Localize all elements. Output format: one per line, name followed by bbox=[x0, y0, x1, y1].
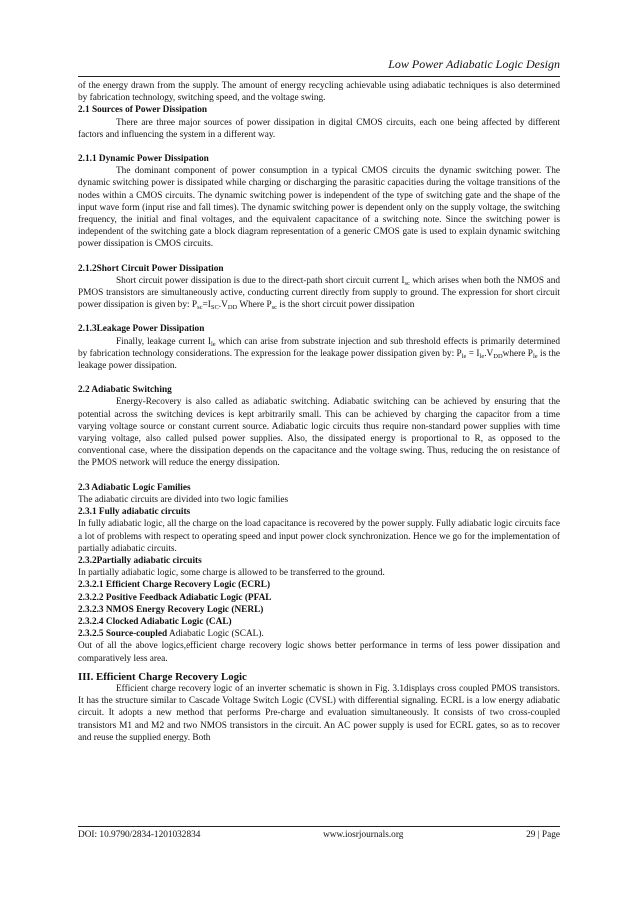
heading-2-3-1: 2.3.1 Fully adiabatic circuits bbox=[78, 507, 191, 518]
heading-2-1-3: 2.1.3Leakage Power Dissipation bbox=[78, 324, 205, 335]
heading-2-1-2: 2.1.2Short Circuit Power Dissipation bbox=[78, 263, 224, 274]
list-item-nerl: 2.3.2.3 NMOS Energy Recovery Logic (NERL) bbox=[78, 604, 264, 615]
heading-2-1: 2.1 Sources of Power Dissipation bbox=[78, 105, 208, 116]
paragraph-2-2: Energy-Recovery is also called as adiabatic switching. Adiabatic switching can be achieved by ensuring that the potential across the switching devices is kept arbitrarily small. This can be achieved by charging the capacitor from a time varying voltage source or constant current source. Adiabatic logic circuits thus require non-standard power supplies with time varying voltage, also called pulsed power supplies. Also, the dissipated energy is proportional to R, as opposed to the conventional case, where the dissipation depends on the capacitance and the voltage swing. Thus, reducing the on resistance of the PMOS network will reduce the energy dissipation. bbox=[78, 397, 560, 469]
paragraph-2-1-3: Finally, leakage current $I_{le}$ which can arise from substrate injection and sub threshold effects is primarily determined by fabrication technology considerations. The expression for the leakage power dissipation given by: $P_{le}$ = $I_{le}.V_{DD}where$ $P_{le}$ is the leakage power dissipation. bbox=[78, 336, 560, 372]
footer bbox=[78, 830, 560, 840]
intro-paragraph: of the energy drawn from the supply. The amount of energy recycling achievable using adiabatic techniques is also determined by fabrication technology, switching speed, and the voltage swing. bbox=[78, 81, 560, 104]
list-item-pfal: 2.3.2.2 Positive Feedback Adiabatic Logic (PFAL bbox=[78, 592, 272, 603]
paragraph-2-3: The adiabatic circuits are divided into two logic families bbox=[78, 494, 289, 505]
paragraph-2-1-2: Short circuit power dissipation is due to the direct-path short circuit current $I_{sc}$ which arises when both the NMOS and PMOS transistors are simultaneously active, conducting current directly from supply to ground. The expression for short circuit power dissipation is given by: $P_{sc}=I_{SC}.V_{DD}$ Where $P_{sc}$ is the short circuit power dissipation bbox=[78, 275, 561, 312]
list-item-scal: 2.3.2.5 Source-coupled Adiabatic Logic (SCAL). bbox=[78, 629, 264, 640]
footer-page-number: 29 | Page bbox=[526, 830, 560, 840]
paragraph-2-3-2: In partially adiabatic logic, some charge is allowed to be transferred to the ground. bbox=[78, 568, 385, 579]
list-item-cal: 2.3.2.4 Clocked Adiabatic Logic (CAL) bbox=[78, 616, 232, 627]
paper-page bbox=[78, 0, 560, 902]
list-item-ecrl: 2.3.2.1 Efficient Charge Recovery Logic (ECRL) bbox=[78, 580, 271, 591]
footer-rule bbox=[78, 826, 560, 827]
paragraph-iii: Efficient charge recovery logic of an inverter schematic is shown in Fig. 3.1displays cross coupled PMOS transistors. It has the structure similar to Cascade Voltage Switch Logic (CVSL) with differential signaling. ECRL is a low energy adiabatic circuit. It adopts a new method that performs Pre-charge and evaluation simultaneously. It consists of two cross-coupled transistors M1 and M2 and two NMOS transistors in the circuit. An AC power supply is used for ECRL gates, so as to recover and reuse the supplied energy. Both bbox=[78, 683, 560, 743]
footer-site: www.iosrjournals.org bbox=[323, 830, 404, 840]
heading-2-3-2: 2.3.2Partially adiabatic circuits bbox=[78, 555, 202, 566]
paragraph-2-1-1: The dominant component of power consumption in a typical CMOS circuits the dynamic switching power. The dynamic switching power is dissipated while charging or discharging the parasitic capacities during the voltage transitions of the nodes within a CMOS circuits. The dynamic switching power is independent of the type of switching gate and the shape of the input wave form (input rise and fall times). The dynamic switching power is dependent only on the supply voltage, the switching frequency, the initial and final voltages, and the equivalent capacitance of a switching note. Since the switching power is independent of the switching gate a block diagram representation of a generic CMOS gate is used to explain dynamic switching power dissipation is CMOS circuits. bbox=[78, 166, 560, 250]
heading-2-1-1: 2.1.1 Dynamic Power Dissipation bbox=[78, 154, 209, 165]
summary-paragraph: Out of all the above logics,efficient charge recovery logic shows better performance in terms of less power dissipation and comparatively less area. bbox=[78, 641, 560, 664]
heading-2-3: 2.3 Adiabatic Logic Families bbox=[78, 482, 191, 493]
footer-doi: DOI: 10.9790/2834-1201032834 bbox=[78, 830, 201, 840]
article-body bbox=[78, 80, 560, 744]
section-iii-heading: III. Efficient Charge Recovery Logic bbox=[78, 670, 247, 683]
heading-2-2: 2.2 Adiabatic Switching bbox=[78, 385, 172, 396]
header-rule bbox=[78, 76, 560, 77]
paragraph-2-3-1: In fully adiabatic logic, all the charge on the load capacitance is recovered by the power supply. Fully adiabatic logic circuits face a lot of problems with respect to operating speed and input power clock synchronization. Hence we go for the implementation of partially adiabatic circuits. bbox=[78, 519, 560, 554]
paragraph-2-1: There are three major sources of power dissipation in digital CMOS circuits, each one being affected by different factors and influencing the system in a different way. bbox=[78, 117, 560, 140]
running-header: Low Power Adiabatic Logic Design bbox=[388, 57, 560, 71]
